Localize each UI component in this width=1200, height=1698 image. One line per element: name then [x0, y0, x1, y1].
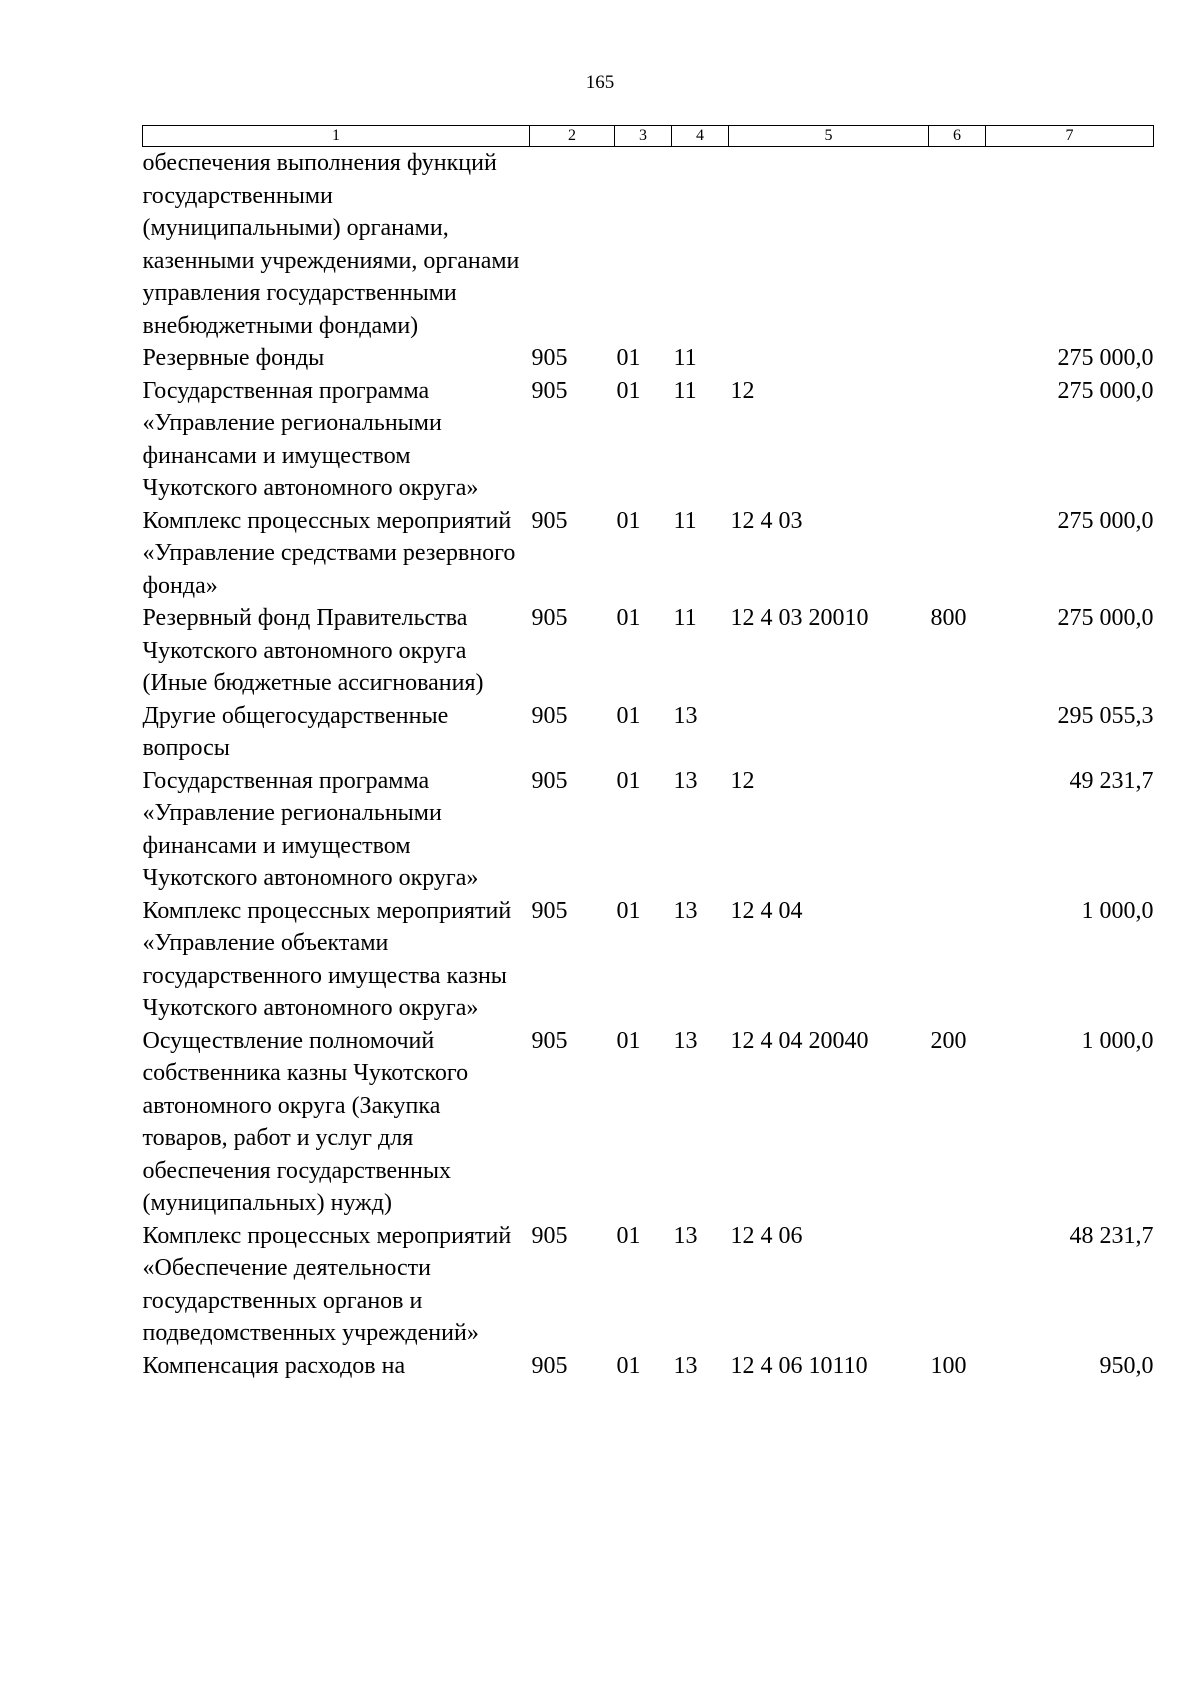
row-ministry: 905	[531, 767, 568, 794]
row-ministry	[530, 147, 615, 343]
row-expense-type	[929, 505, 986, 603]
row-amount: 295 055,3	[1057, 702, 1154, 729]
table-row	[143, 147, 1154, 343]
row-target-article: 12 4 04 20040	[730, 1027, 869, 1054]
header-col-2: 2	[530, 126, 615, 147]
row-name: Государственная программа «Управление региональными финансами и имуществом Чукотского автономного округа»	[142, 377, 479, 501]
row-target-article	[729, 147, 929, 343]
row-target-article: 12 4 06	[730, 1222, 803, 1249]
row-name: Комплекс процессных мероприятий «Управление объектами государственного имущества казны Чукотского автономного округа»	[142, 897, 512, 1021]
row-ministry: 905	[531, 345, 568, 371]
row-section: 01	[616, 1027, 641, 1054]
row-section: 01	[616, 1352, 641, 1379]
row-name: Компенсация расходов на	[142, 1352, 406, 1379]
row-target-article	[729, 700, 929, 765]
row-amount: 1 000,0	[1081, 1027, 1154, 1054]
row-subsection: 13	[673, 897, 698, 924]
row-amount: 275 000,0	[1057, 605, 1154, 631]
row-ministry: 905	[531, 897, 568, 924]
row-expense-type: 100	[930, 1352, 967, 1379]
row-expense-type	[929, 342, 986, 375]
row-name: Другие общегосударственные вопросы	[142, 702, 449, 761]
row-subsection: 13	[673, 702, 698, 729]
row-section	[615, 147, 672, 343]
row-section: 01	[616, 767, 641, 794]
header-col-3: 3	[615, 126, 672, 147]
row-amount: 1 000,0	[1081, 897, 1154, 924]
row-amount: 275 000,0	[1057, 345, 1154, 371]
row-section: 01	[616, 1222, 641, 1249]
table-row	[143, 602, 1154, 700]
row-name: Государственная программа «Управление региональными финансами и имуществом Чукотского автономного округа»	[142, 767, 479, 891]
row-target-article: 12 4 06 10110	[730, 1352, 868, 1379]
table-row	[143, 375, 1154, 505]
table-header	[143, 126, 1154, 147]
table-row	[143, 1220, 1154, 1350]
row-ministry: 905	[531, 1352, 568, 1379]
header-col-6: 6	[929, 126, 986, 147]
table-row	[143, 700, 1154, 765]
row-amount: 49 231,7	[1069, 767, 1154, 794]
row-name: Осуществление полномочий собственника казны Чукотского автономного округа (Закупка товаров, работ и услуг для обеспечения государственных (муниципальных) нужд)	[142, 1027, 469, 1216]
row-expense-type: 800	[930, 605, 967, 631]
row-ministry: 905	[531, 1222, 568, 1249]
row-expense-type	[929, 375, 986, 505]
row-expense-type	[929, 895, 986, 1025]
row-section: 01	[616, 345, 641, 371]
row-amount: 275 000,0	[1057, 507, 1154, 534]
table-row	[143, 342, 1154, 375]
header-col-5: 5	[729, 126, 929, 147]
table-body	[143, 147, 1154, 1383]
row-target-article: 12 4 03	[730, 507, 803, 534]
row-ministry: 905	[531, 702, 568, 729]
row-section: 01	[616, 377, 641, 404]
table-row	[143, 1350, 1154, 1383]
row-subsection: 11	[673, 507, 697, 534]
row-name: обеспечения выполнения функций государственными (муниципальными) органами, казенными учреждениями, органами управления государственными внебюджетными фондами)	[142, 150, 520, 339]
row-name: Комплекс процессных мероприятий «Управление средствами резервного фонда»	[142, 507, 516, 599]
table-row	[143, 765, 1154, 895]
row-name: Комплекс процессных мероприятий «Обеспечение деятельности государственных органов и подведомственных учреждений»	[142, 1222, 512, 1346]
row-target-article: 12 4 03 20010	[730, 605, 869, 631]
row-ministry: 905	[531, 1027, 568, 1054]
row-subsection: 11	[673, 377, 697, 404]
row-subsection	[672, 147, 729, 343]
row-subsection: 13	[673, 1027, 698, 1054]
row-ministry: 905	[531, 377, 568, 404]
row-target-article: 12	[730, 767, 755, 794]
header-col-4: 4	[672, 126, 729, 147]
page-number: 165	[585, 72, 615, 93]
row-subsection: 11	[673, 345, 697, 371]
row-expense-type: 200	[930, 1027, 967, 1054]
table-row	[143, 895, 1154, 1025]
row-expense-type	[929, 147, 986, 343]
table-row	[143, 505, 1154, 603]
row-amount	[986, 147, 1154, 343]
row-subsection: 13	[673, 1222, 698, 1249]
row-ministry: 905	[531, 605, 568, 631]
row-expense-type	[929, 765, 986, 895]
row-expense-type	[929, 1220, 986, 1350]
row-amount: 950,0	[1099, 1352, 1154, 1379]
row-section: 01	[616, 897, 641, 924]
row-subsection: 13	[673, 1352, 698, 1379]
row-expense-type	[929, 700, 986, 765]
row-subsection: 13	[673, 767, 698, 794]
row-ministry: 905	[531, 507, 568, 534]
header-col-1: 1	[143, 126, 530, 147]
row-target-article: 12 4 04	[730, 897, 803, 924]
row-target-article	[729, 342, 929, 375]
header-col-7: 7	[986, 126, 1154, 147]
row-section: 01	[616, 605, 641, 631]
row-name: Резервный фонд Правительства Чукотского автономного округа (Иные бюджетные ассигнования)	[142, 605, 484, 696]
row-target-article: 12	[730, 377, 755, 404]
row-section: 01	[616, 507, 641, 534]
budget-table	[142, 125, 1154, 1382]
row-name: Резервные фонды	[142, 345, 325, 371]
table-row	[143, 1025, 1154, 1220]
row-amount: 48 231,7	[1069, 1222, 1154, 1249]
row-section: 01	[616, 702, 641, 729]
header-row	[143, 126, 1154, 147]
row-amount: 275 000,0	[1057, 377, 1154, 404]
row-subsection: 11	[673, 605, 697, 631]
